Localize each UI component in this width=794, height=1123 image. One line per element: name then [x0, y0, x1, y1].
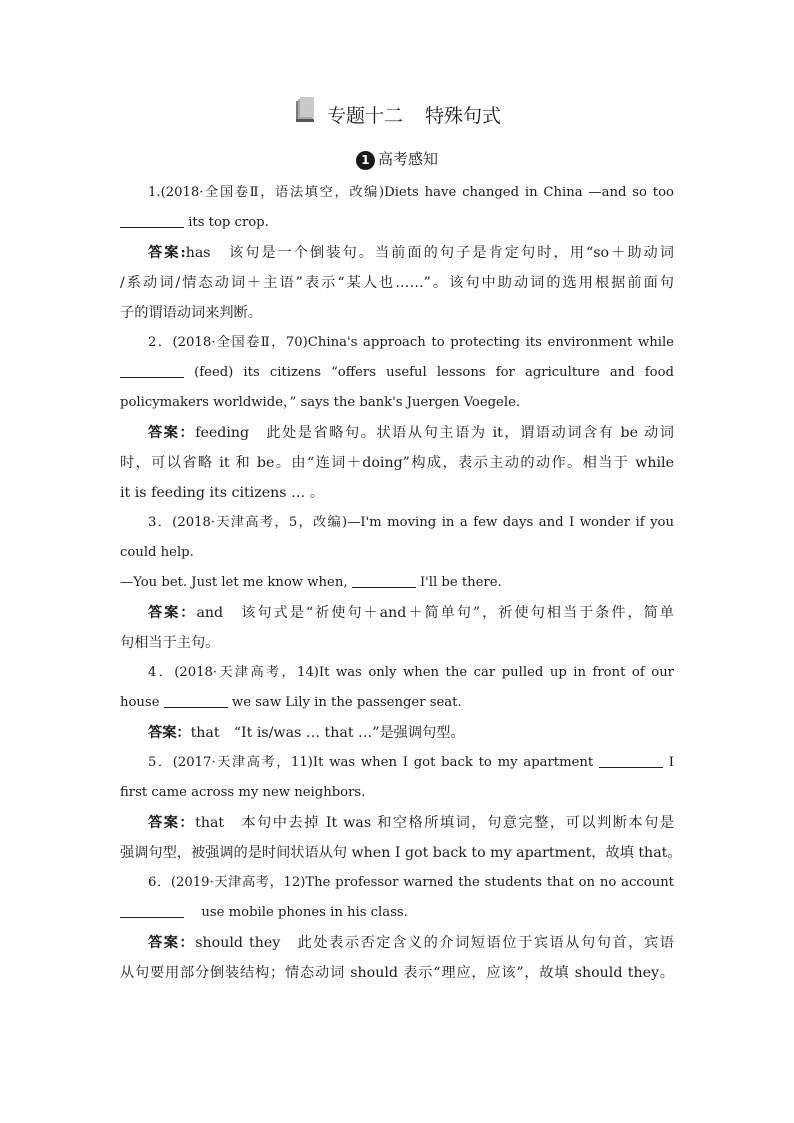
answer-label: 答案： — [148, 725, 191, 741]
question-4-line-2: house we saw Lily in the passenger seat. — [120, 695, 462, 710]
answer-label: 答案： — [148, 815, 196, 831]
question-3-line-1: 3．(2018·天津高考，5，改编)—I'm moving in a few days and I wonder if you — [148, 515, 674, 530]
answer-blank — [120, 903, 184, 918]
answer-3-line-1: 答案：and 该句式是“祈使句＋and＋简单句”，祈使句相当于条件，简单 — [148, 605, 674, 621]
answer-blank — [120, 213, 184, 228]
question-1-line-1: 1.(2018·全国卷Ⅱ，语法填空，改编)Diets have changed in China —and so too — [148, 185, 674, 200]
answer-blank — [120, 363, 184, 378]
answer-label: 答案： — [148, 935, 196, 951]
title-main: 专题十二 — [326, 105, 403, 127]
answer-1-line-1: 答案:has 该句是一个倒装句。当前面的句子是肯定句时，用“so＋助动词 — [148, 245, 674, 261]
page-title — [0, 96, 794, 137]
question-6-line-2: use mobile phones in his class. — [120, 898, 674, 928]
section-heading — [0, 146, 794, 172]
question-1-line-2: its top crop. — [120, 208, 674, 238]
question-3-line-2: could help. — [120, 545, 194, 560]
answer-blank — [599, 753, 663, 768]
answer-label: 答案： — [148, 425, 196, 441]
answer-label: 答案： — [148, 605, 197, 621]
answer-5-line-2: 强调句型，被强调的是时间状语从句 when I got back to my apartment，故填 that。 — [120, 845, 682, 861]
question-3-line-3: —You bet. Just let me know when, I'll be there. — [120, 575, 502, 590]
answer-1-line-2: /系动词/情态动词＋主语”表示“某人也……”。该句中助动词的选用根据前面句 — [120, 275, 674, 291]
answer-1-line-3: 子的谓语动词来判断。 — [120, 305, 262, 321]
question-6-line-1: 6．(2019·天津高考，12)The professor warned the students that on no account — [148, 875, 674, 890]
question-4-line-1: 4．(2018·天津高考，14)It was only when the car pulled up in front of our — [148, 665, 674, 680]
title-sub: 特殊句式 — [425, 105, 502, 127]
answer-6-line-1: 答案：should they 此处表示否定含义的介词短语位于宾语从句句首，宾语 — [148, 935, 674, 951]
question-5-line-2: first came across my new neighbors. — [120, 785, 366, 800]
question-2-line-3: policymakers worldwide，” says the bank's Juergen Voegele. — [120, 395, 521, 410]
answer-label: 答案: — [148, 245, 186, 261]
question-list — [120, 178, 682, 988]
answer-4-line-1: 答案：that “It is/was … that …”是强调句型。 — [148, 725, 465, 741]
section-label: 高考感知 — [377, 150, 438, 168]
section-number-badge: 1 — [356, 151, 375, 170]
answer-6-line-2: 从句要用部分倒装结构；情态动词 should 表示“理应，应该”，故填 should they。 — [120, 965, 674, 981]
answer-2-line-2: 时，可以省略 it 和 be。由“连词＋doing”构成，表示主动的动作。相当于 while — [120, 455, 674, 471]
answer-2-line-3: it is feeding its citizens … 。 — [120, 485, 324, 501]
answer-3-line-2: 句相当于主句。 — [120, 635, 220, 651]
question-2-line-2: (feed) its citizens “offers useful lessons for agriculture and food — [120, 358, 674, 388]
answer-5-line-1: 答案：that 本句中去掉 It was 和空格所填词，句意完整，可以判断本句是 — [148, 815, 674, 831]
question-5-line-1: 5．(2017·天津高考，11)It was when I got back to my apartment I — [148, 755, 674, 770]
question-2-line-1: 2．(2018·全国卷Ⅱ，70)China's approach to protecting its environment while — [148, 335, 674, 350]
answer-blank — [164, 693, 228, 708]
book-stack-icon — [293, 97, 317, 137]
answer-blank — [352, 573, 416, 588]
answer-2-line-1: 答案：feeding 此处是省略句。状语从句主语为 it，谓语动词含有 be 动词 — [148, 425, 674, 441]
